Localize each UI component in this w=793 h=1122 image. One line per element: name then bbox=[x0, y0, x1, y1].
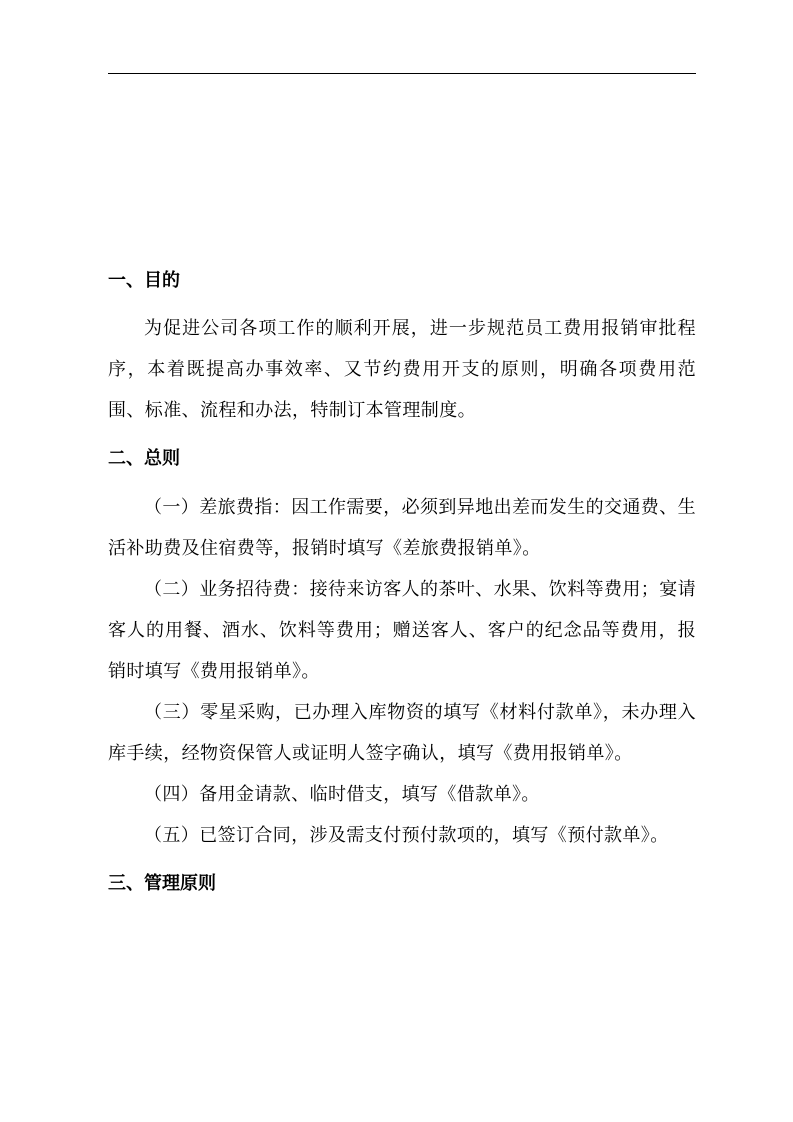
purpose-paragraph: 为促进公司各项工作的顺利开展，进一步规范员工费用报销审批程序，本着既提高办事效率、又节约费用开支的原则，明确各项费用范围、标准、流程和办法，特制订本管理制度。 bbox=[108, 318, 696, 421]
section-heading-general: 二、总则 bbox=[108, 448, 180, 469]
document-body bbox=[108, 262, 696, 903]
general-item-1: （一）差旅费指：因工作需要，必须到异地出差而发生的交通费、生活补助费及住宿费等，报销时填写《差旅费报销单》。 bbox=[108, 497, 696, 559]
header-rule bbox=[108, 73, 696, 74]
general-item-2: （二）业务招待费：接待来访客人的茶叶、水果、饮料等费用；宴请客人的用餐、酒水、饮料等费用；赠送客人、客户的纪念品等费用，报销时填写《费用报销单》。 bbox=[108, 579, 696, 682]
section-heading-principles: 三、管理原则 bbox=[108, 873, 216, 894]
general-item-3: （三）零星采购，已办理入库物资的填写《材料付款单》，未办理入库手续，经物资保管人或证明人签字确认，填写《费用报销单》。 bbox=[108, 702, 696, 764]
general-item-4: （四）备用金请款、临时借支，填写《借款单》。 bbox=[144, 784, 540, 805]
general-item-5: （五）已签订合同，涉及需支付预付款项的，填写《预付款单》。 bbox=[144, 825, 669, 846]
section-heading-purpose: 一、目的 bbox=[108, 270, 180, 291]
